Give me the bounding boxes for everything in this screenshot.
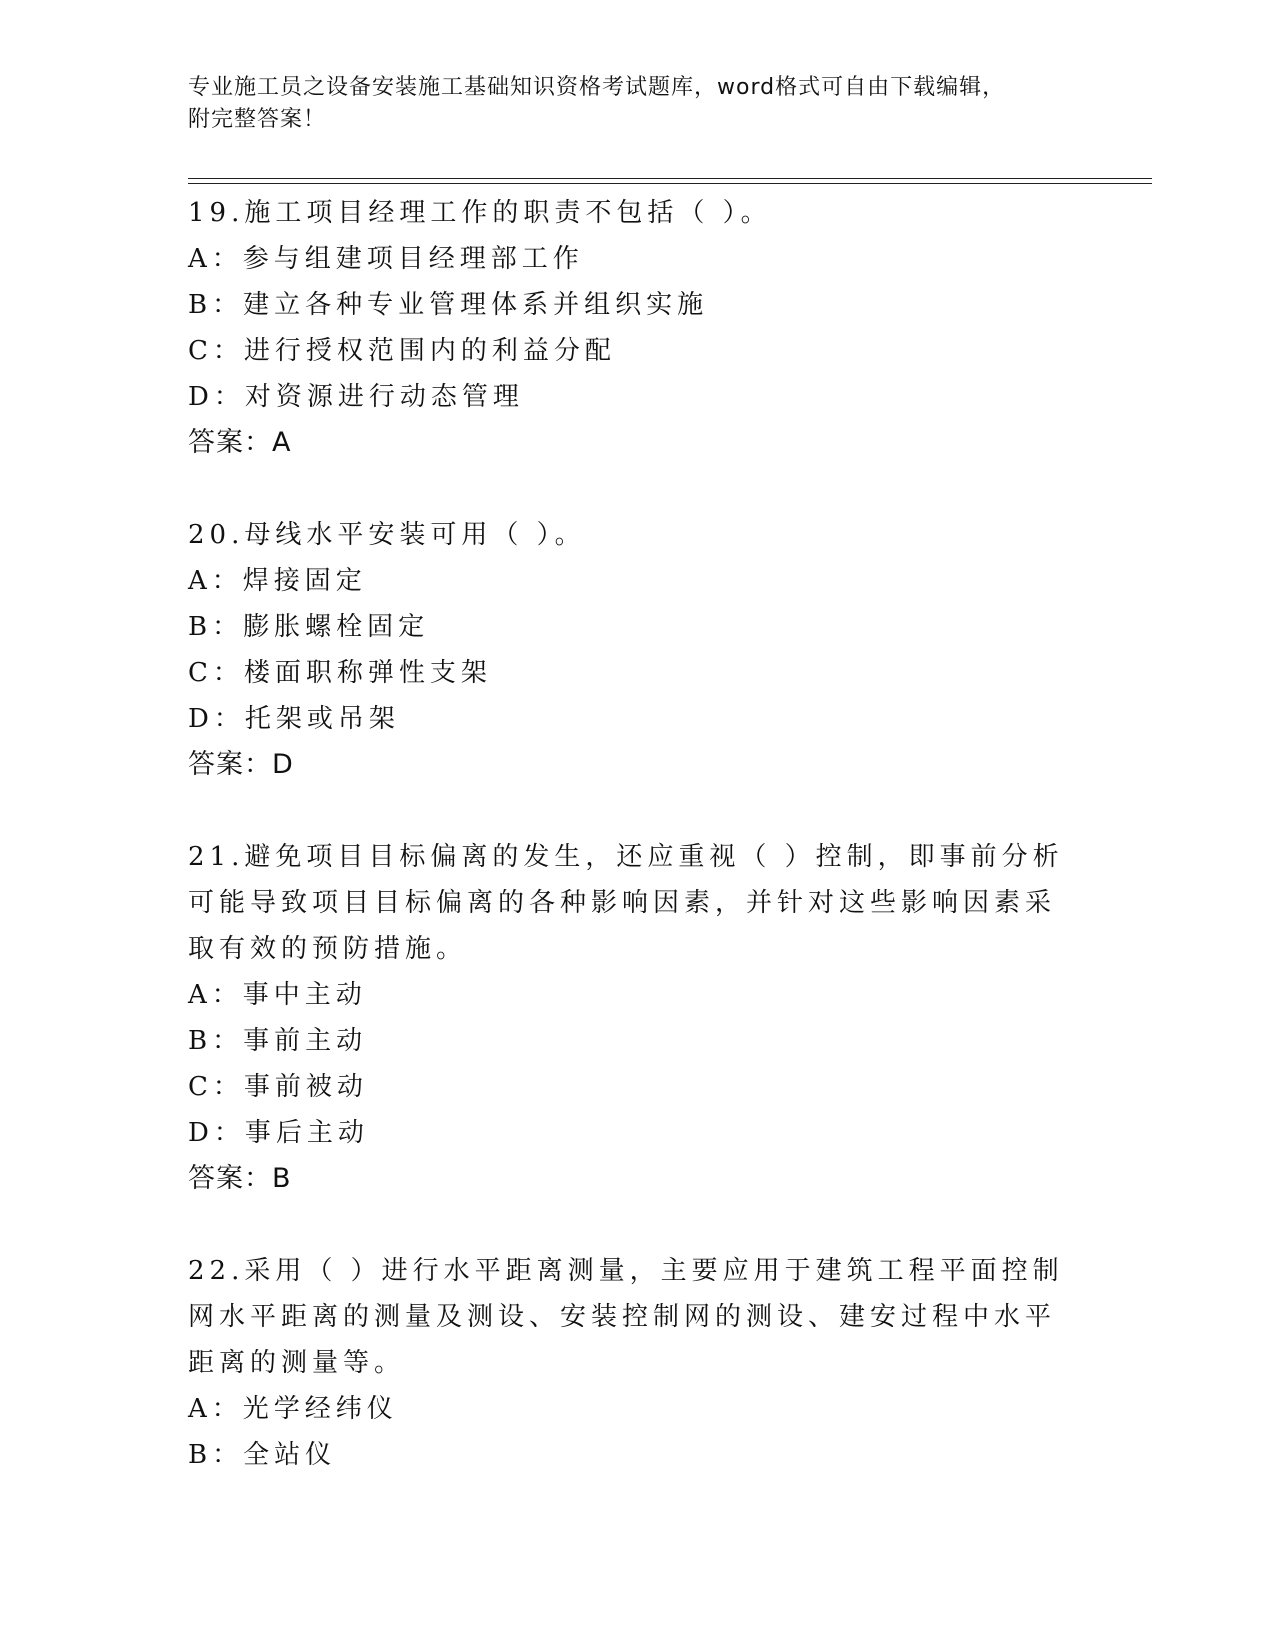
header-line-1: 专业施工员之设备安装施工基础知识资格考试题库，word格式可自由下载编辑， — [188, 75, 1006, 100]
question-19 — [188, 190, 1068, 466]
question-stem: 21.避免项目目标偏离的发生，还应重视（ ）控制，即事前分析可能导致项目目标偏离的各种影响因素，并针对这些影响因素采取有效的预防措施。 — [188, 842, 1064, 964]
header-line-2: 附完整答案！ — [188, 107, 327, 132]
answer-label: 答案：A — [188, 427, 292, 458]
document-header — [188, 72, 1068, 136]
header-divider-bottom — [188, 183, 1152, 184]
question-stem: 19.施工项目经理工作的职责不包括（ ）。 — [188, 198, 772, 228]
option-b: B：全站仪 — [188, 1440, 337, 1470]
option-b: B：膨胀螺栓固定 — [188, 612, 430, 642]
option-d: D：托架或吊架 — [188, 704, 400, 734]
option-c: C：进行授权范围内的利益分配 — [188, 336, 616, 366]
option-a: A：事中主动 — [188, 980, 367, 1010]
question-list — [188, 190, 1068, 1524]
option-b: B：事前主动 — [188, 1026, 368, 1056]
question-stem: 22.采用（ ）进行水平距离测量，主要应用于建筑工程平面控制网水平距离的测量及测设、安装控制网的测设、建安过程中水平距离的测量等。 — [188, 1256, 1064, 1378]
option-c: C：事前被动 — [188, 1072, 368, 1102]
option-d: D：对资源进行动态管理 — [188, 382, 524, 412]
option-d: D：事后主动 — [188, 1118, 369, 1148]
question-22 — [188, 1248, 1068, 1478]
option-c: C：楼面职称弹性支架 — [188, 658, 492, 688]
option-b: B：建立各种专业管理体系并组织实施 — [188, 290, 709, 320]
answer-label: 答案：D — [188, 749, 294, 780]
question-21 — [188, 834, 1068, 1202]
option-a: A：参与组建项目经理部工作 — [188, 244, 584, 274]
question-stem: 20.母线水平安装可用（ ）。 — [188, 520, 586, 550]
option-a: A：光学经纬仪 — [188, 1394, 398, 1424]
header-divider-top — [188, 178, 1152, 179]
answer-label: 答案：B — [188, 1163, 292, 1194]
question-20 — [188, 512, 1068, 788]
option-a: A：焊接固定 — [188, 566, 367, 596]
